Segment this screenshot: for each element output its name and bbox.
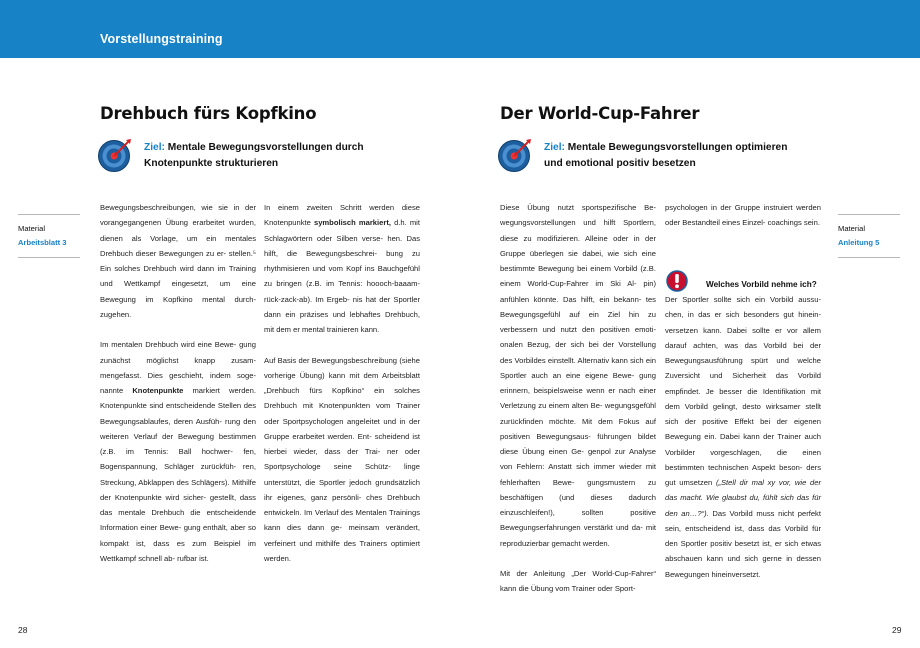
goal-prefix: Ziel: [544,142,565,153]
left-material [18,214,80,258]
paragraph: psychologen in der Gruppe instruiert werden oder Bestandteil eines Einzel- coachings sein. [665,203,821,228]
keyword: symbolisch markiert, [313,218,391,228]
exclamation-warning-icon [666,270,688,292]
right-column-1 [500,200,656,597]
right-title: Der World-Cup-Fahrer [500,104,700,123]
paragraph: Bewegungsbeschreibungen, wie sie in der vorangegangenen Übung erarbeitet wurden, dienen als Vorlage, um ein mentales Drehbuch dieser Bewegungen zu er- stellen.⁵ Ein solches Drehbuch wird dann im Training und Wettkampf eingesetzt, um eine Bewegung im Kopfkino mental durch- zugehen. [100,203,256,319]
paragraph: Auf Basis der Bewegungsbeschreibung (siehe vorherige Übung) kann mit dem Arbeitsblatt „Drehbuch fürs Kopfkino“ ein solches Drehbuch mit Knotenpunkten vom Trainer oder Sportpsychologen angeleitet und in der Gruppe erarbeitet werden. Ent- scheidend ist hierbei wieder, dass der Trai- ner oder Sportpsychologe seine Schütz- linge unterstützt, die Sportler jedoch grundsätzlich ihr eigenes, ganz persönli- ches Drehbuch entwickeln. Im Verlauf des Mentalen Trainings kann dies dann ge- meinsam verändert, verfeinert und mithilfe des Trainers optimiert werden. [264,355,420,563]
left-column-1 [100,200,256,566]
material-label: Material [18,224,46,233]
material-value: Arbeitsblatt 3 [18,238,67,247]
left-column-2 [264,200,420,566]
page-number-right: 29 [892,625,902,635]
material-label: Material [838,224,866,233]
left-title: Drehbuch fürs Kopfkino [100,104,317,123]
quote: („Stell dir mal xy vor, [715,478,792,487]
right-material [838,214,900,258]
box-title: Welches Vorbild nehme ich? [706,280,817,289]
quote: wie der das macht. Wie glaubst du, fühlt [665,478,821,503]
goal-line-1: Mentale Bewegungsvorstellungen durch [167,142,364,153]
header-bar [0,0,920,58]
goal-prefix: Ziel: [144,142,165,153]
dartboard-target-icon [97,137,133,173]
dartboard-target-icon [497,137,533,173]
right-column-2-lower [665,292,821,582]
right-goal [544,140,787,172]
right-column-2 [665,200,821,246]
material-value: Anleitung 5 [838,238,880,247]
quote: sich das für den an…?“). [665,493,821,518]
paragraph: Im mentalen Drehbuch wird eine Bewe- gung zunächst möglichst knapp zusam- mengefasst. Dies geschieht, indem soge- nannte Knotenpunkte markiert werden. Knotenpunkte sind entscheidende Stellen des Bewegungsablaufes, deren Ausfüh- rung den weiteren Verlauf der Bewegung bestimmen (z.B. im Tennis: Ball hochwer- fen, Bogenspannung, Schläger zurückfüh- ren, Streckung, Abklappen des Schlägers). Mithilfe der Knotenpunkte wird sicher- gestellt, dass das mentale Drehbuch die entscheidende Information einer Bewe- gung enthält, aber so kompakt ist, dass es zum Beispiel im Wettkampf schnell ab- rufbar ist. [100,340,256,563]
left-goal [144,140,364,172]
paragraph: Der Sportler sollte sich ein Vorbild aussu- chen, in das er sich besonders gut hinein- versetzen kann. Dabei sollte er vor allem darauf achten, was das Vorbild bei der Bewegungsausführung spürt und welche Zuversicht und Sicherheit das Vorbild empfindet. Je besser die Identifikation mit dem Vorbild gelingt, desto wirksamer stellt sich der positive Effekt bei der eigenen Bewegung ein. Dabei kann der Trainer auch Vorbilder vorgeschlagen, die einen bestimmten technischen Aspekt beson- ders gut umsetzen („Stell dir mal xy vor, wie der das macht. Wie glaubst du, fühlt sich das für den an…?“). Das Vorbild muss nicht perfekt sein, entscheidend ist, dass das Vorbild für den Sportler positiv besetzt ist, er sich etwas abschauen kann und sich gerne in dessen Bewegungen hineinversetzt. [665,295,822,579]
page-number-left: 28 [18,625,28,635]
goal-line-2: und emotional positiv besetzen [544,158,696,169]
goal-line-2: Knotenpunkte strukturieren [144,158,279,169]
section-title: Vorstellungstraining [100,32,223,46]
paragraph: In einem zweiten Schritt werden diese Knotenpunkte symbolisch markiert, d.h. mit Schlagwörtern oder Silben verse- hen. Das hilft, die Bewegungsbeschrei- bung zu rhythmisieren und vom Kopf ins Bauchgefühl zu bringen (z.B. im Tennis: hoooch-baaam-rück-zack-ab). Im Ergeb- nis hat der Sportler dann ein präzises und lebhaftes Drehbuch, mit dem er mental trainieren kann. [264,203,420,334]
paragraph: Diese Übung nutzt sportspezifische Be- wegungsvorstellungen und hilft Sportlern, diese zu modifizieren. Alleine oder in der Gruppe überlegen sie dabei, wie sich eine bestimmte Bewegung bei einem Vorbild (z.B. einem World-Cup-Fahrer im Ski Al- pin) anfühlen könnte. Das hilft, ein bekann- tes Bewegungsgefühl auf ein Ziel hin zu verbessern und nutzt den positiven emoti- onalen Bezug, der sich bei der Vorstellung des Vorbildes einstellt. Alternativ kann sich ein Sportler auch an eine eigene Bewe- gung erinnern, beispielsweise wenn er nach einer Verletzung zu einem alten Be- wegungsgefühl zurückfinden möchte. Mit dem Fokus auf positiven Bewegungsaus- führungen bildet diese Übung einen Ge- genpol zur Analyse von Fehlern: Anstatt sich immer wieder mit fehlerhaften Bewe- gungsmustern zu beschäftigen (und dieses dadurch einzuschleifen!), sollten positive Bewegungserfahrungen verstärkt und da- mit reproduzierbar gemacht werden. [500,203,656,548]
keyword: Knotenpunkte [132,386,184,395]
goal-line-1: Mentale Bewegungsvorstellungen optimieren [567,142,788,153]
paragraph: Mit der Anleitung „Der World-Cup-Fahrer“ kann die Übung vom Trainer oder Sport- [500,569,656,594]
